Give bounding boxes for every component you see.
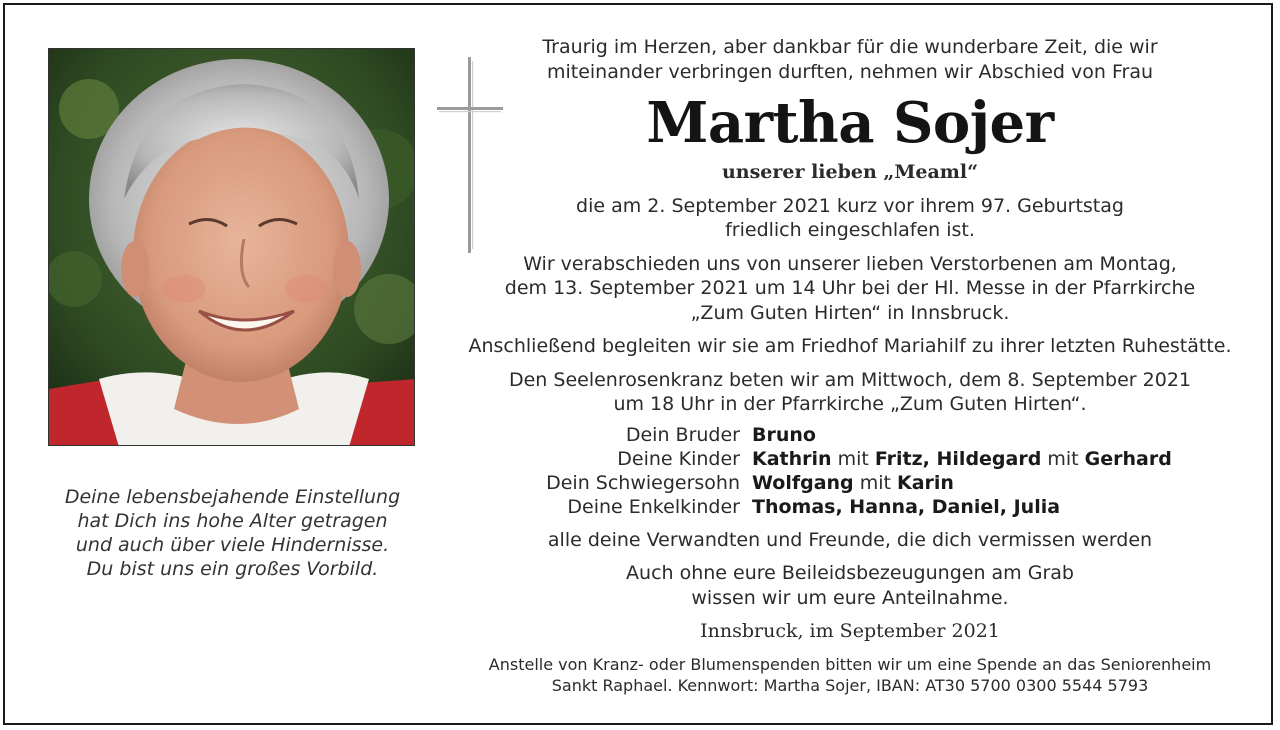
- obituary-card: [3, 3, 1273, 725]
- funeral-line: dem 13. September 2021 um 14 Uhr bei der Hl. Messe in der Pfarrkirche: [504, 277, 1196, 299]
- memorial-quote: [35, 485, 430, 581]
- condolences-note: [460, 561, 1240, 610]
- intro-line: miteinander verbringen durften, nehmen wir Abschied von Frau: [546, 60, 1154, 83]
- family-members: [752, 447, 1172, 471]
- family-role: Dein Bruder: [625, 423, 740, 446]
- family-row: [460, 471, 1240, 495]
- family-row: [460, 447, 1240, 471]
- quote-line: Du bist uns ein großes Vorbild.: [86, 558, 379, 580]
- family-member-name: Wolfgang: [752, 471, 854, 494]
- death-notice-line: die am 2. September 2021 kurz vor ihrem 97. Geburtstag: [576, 194, 1124, 217]
- family-role: Deine Kinder: [617, 447, 740, 470]
- funeral-details: [460, 252, 1240, 326]
- funeral-line: „Zum Guten Hirten“ in Innsbruck.: [690, 301, 1010, 324]
- family-members: [752, 495, 1060, 519]
- family-member-name: Bruno: [752, 423, 816, 446]
- portrait-image: [49, 49, 415, 446]
- family-member-name: Fritz, Hildegard: [874, 447, 1042, 470]
- family-connector: mit: [1041, 447, 1085, 470]
- funeral-line: Wir verabschieden uns von unserer lieben Verstorbenen am Montag,: [523, 252, 1177, 275]
- death-notice: [460, 194, 1240, 243]
- quote-line: hat Dich ins hohe Alter getragen: [77, 510, 388, 532]
- family-role: Dein Schwiegersohn: [546, 471, 740, 494]
- death-notice-line: friedlich eingeschlafen ist.: [725, 219, 975, 241]
- burial-details: Anschließend begleiten wir sie am Friedhof Mariahilf zu ihrer letzten Ruhestätte.: [468, 335, 1232, 357]
- family-member-name: Kathrin: [752, 447, 832, 470]
- obituary-text: [460, 35, 1240, 696]
- family-member-name: Thomas, Hanna, Daniel, Julia: [752, 495, 1061, 518]
- condolences-line: wissen wir um eure Anteilnahme.: [691, 586, 1009, 609]
- family-connector: mit: [853, 471, 897, 494]
- intro-line: Traurig im Herzen, aber dankbar für die wunderbare Zeit, die wir: [542, 36, 1158, 58]
- rosary-line: Den Seelenrosenkranz beten wir am Mittwoch, dem 8. September 2021: [508, 368, 1192, 391]
- rosary-line: um 18 Uhr in der Pfarrkirche „Zum Guten Hirten“.: [613, 393, 1087, 415]
- donation-line: Sankt Raphael. Kennwort: Martha Sojer, IBAN: AT30 5700 0300 5544 5793: [551, 675, 1149, 695]
- donation-note: [460, 654, 1240, 696]
- family-role: Deine Enkelkinder: [567, 495, 740, 518]
- family-members: [752, 471, 954, 495]
- relatives-line: alle deine Verwandten und Freunde, die dich vermissen werden: [547, 528, 1153, 551]
- portrait-photo: [48, 48, 415, 446]
- family-list: [460, 423, 1240, 519]
- rosary-details: [460, 368, 1240, 417]
- family-row: [460, 423, 1240, 447]
- intro-text: [460, 35, 1240, 84]
- family-members: [752, 423, 816, 447]
- family-row: [460, 495, 1240, 519]
- quote-line: und auch über viele Hindernisse.: [75, 534, 390, 556]
- family-connector: mit: [831, 447, 875, 470]
- quote-line: Deine lebensbejahende Einstellung: [64, 486, 401, 508]
- donation-line: Anstelle von Kranz- oder Blumenspenden bitten wir um eine Spende an das Seniorenheim: [488, 654, 1212, 674]
- family-member-name: Karin: [897, 471, 954, 494]
- family-member-name: Gerhard: [1084, 447, 1172, 470]
- condolences-line: Auch ohne eure Beileidsbezeugungen am Grab: [626, 562, 1074, 584]
- deceased-name: Martha Sojer: [646, 90, 1054, 156]
- place-date: Innsbruck, im September 2021: [700, 620, 1000, 642]
- nickname: unserer lieben „Meaml“: [721, 161, 979, 183]
